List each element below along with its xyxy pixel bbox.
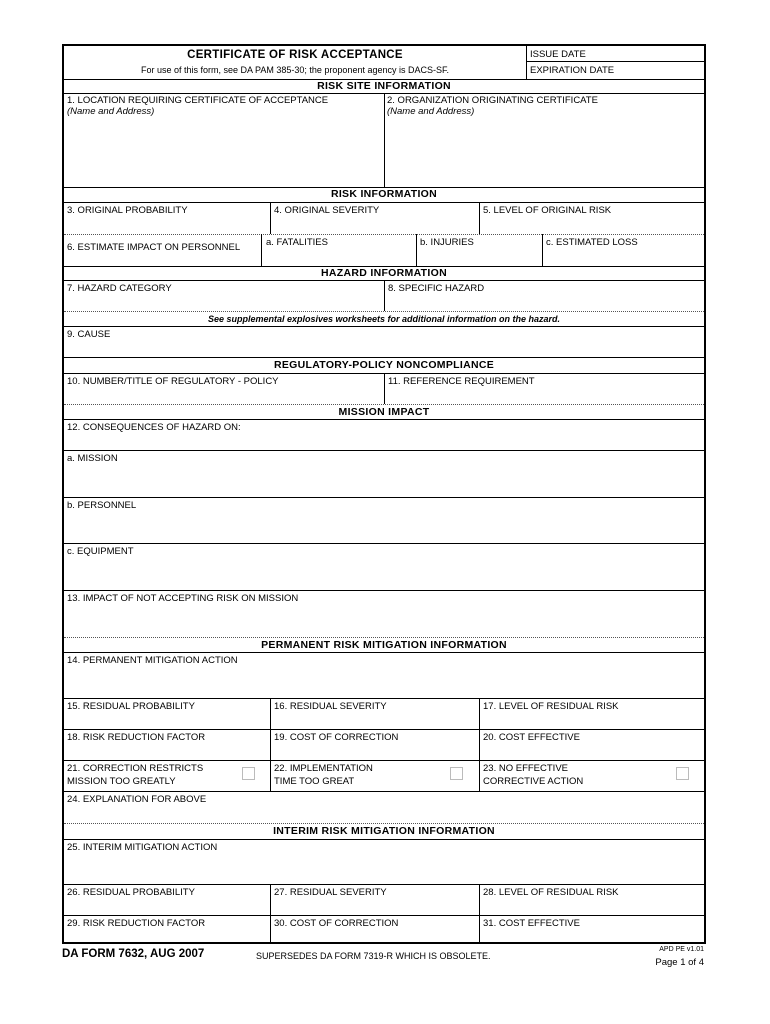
impact-personnel-label: 6. ESTIMATE IMPACT ON PERSONNEL xyxy=(67,242,241,253)
level-residual-risk-field[interactable]: 17. LEVEL OF RESIDUAL RISK xyxy=(483,701,619,712)
permanent-mitigation-heading: PERMANENT RISK MITIGATION INFORMATION xyxy=(261,639,507,651)
page-number: Page 1 of 4 xyxy=(655,957,704,968)
personnel-field[interactable]: b. PERSONNEL xyxy=(67,500,137,511)
organization-field[interactable] xyxy=(384,93,704,187)
form-subtitle: For use of this form, see DA PAM 385-30; the proponent agency is DACS-SF. xyxy=(141,65,449,75)
organization-label: 2. ORGANIZATION ORIGINATING CERTIFICATE xyxy=(387,95,598,106)
hazard-category-field[interactable]: 7. HAZARD CATEGORY xyxy=(67,283,172,294)
form-title: CERTIFICATE OF RISK ACCEPTANCE xyxy=(187,49,403,61)
not-accepting-impact-field[interactable]: 13. IMPACT OF NOT ACCEPTING RISK ON MISSION xyxy=(67,593,299,604)
regulatory-number-field[interactable]: 10. NUMBER/TITLE OF REGULATORY - POLICY xyxy=(67,376,279,387)
hazard-info-heading: HAZARD INFORMATION xyxy=(321,267,447,279)
implementation-checkbox[interactable] xyxy=(450,767,463,780)
mission-impact-heading: MISSION IMPACT xyxy=(338,406,430,418)
implementation-label-2: TIME TOO GREAT xyxy=(274,776,355,787)
interim-cost-correction-field[interactable]: 30. COST OF CORRECTION xyxy=(274,918,399,929)
cost-effective-field[interactable]: 20. COST EFFECTIVE xyxy=(483,732,580,743)
organization-hint: (Name and Address) xyxy=(387,106,475,117)
no-effective-label-1: 23. NO EFFECTIVE xyxy=(483,763,568,774)
implementation-label-1: 22. IMPLEMENTATION xyxy=(274,763,373,774)
residual-severity-field[interactable]: 16. RESIDUAL SEVERITY xyxy=(274,701,387,712)
correction-restricts-label-2: MISSION TOO GREATLY xyxy=(67,776,176,787)
regulatory-heading: REGULATORY-POLICY NONCOMPLIANCE xyxy=(273,359,495,371)
interim-action-field[interactable]: 25. INTERIM MITIGATION ACTION xyxy=(67,842,218,853)
specific-hazard-field[interactable]: 8. SPECIFIC HAZARD xyxy=(388,283,485,294)
interim-residual-severity-field[interactable]: 27. RESIDUAL SEVERITY xyxy=(274,887,387,898)
correction-restricts-label-1: 21. CORRECTION RESTRICTS xyxy=(67,763,204,774)
no-effective-label-2: CORRECTIVE ACTION xyxy=(483,776,584,787)
no-effective-checkbox[interactable] xyxy=(676,767,689,780)
level-original-risk-field[interactable]: 5. LEVEL OF ORIGINAL RISK xyxy=(483,205,612,216)
form-id: DA FORM 7632, AUG 2007 xyxy=(62,948,205,960)
equipment-field[interactable]: c. EQUIPMENT xyxy=(67,546,134,557)
correction-restricts-checkbox[interactable] xyxy=(242,767,255,780)
risk-acceptance-form xyxy=(62,44,706,944)
location-label: 1. LOCATION REQUIRING CERTIFICATE OF ACCEPTANCE xyxy=(67,95,329,106)
risk-site-heading: RISK SITE INFORMATION xyxy=(317,80,451,92)
location-field[interactable] xyxy=(64,93,384,187)
injuries-field[interactable]: b. INJURIES xyxy=(420,237,474,248)
supplemental-note: See supplemental explosives worksheets for additional information on the hazard. xyxy=(207,314,561,324)
original-severity-field[interactable]: 4. ORIGINAL SEVERITY xyxy=(274,205,380,216)
mission-field[interactable]: a. MISSION xyxy=(67,453,118,464)
location-hint: (Name and Address) xyxy=(67,106,155,117)
interim-reduction-factor-field[interactable]: 29. RISK REDUCTION FACTOR xyxy=(67,918,206,929)
explanation-field[interactable]: 24. EXPLANATION FOR ABOVE xyxy=(67,794,207,805)
permanent-action-field[interactable]: 14. PERMANENT MITIGATION ACTION xyxy=(67,655,238,666)
interim-residual-probability-field[interactable]: 26. RESIDUAL PROBABILITY xyxy=(67,887,195,898)
interim-level-residual-field[interactable]: 28. LEVEL OF RESIDUAL RISK xyxy=(483,887,619,898)
consequences-label: 12. CONSEQUENCES OF HAZARD ON: xyxy=(67,422,241,433)
supersedes-note: SUPERSEDES DA FORM 7319-R WHICH IS OBSOLETE. xyxy=(256,951,491,961)
cause-field[interactable]: 9. CAUSE xyxy=(67,329,111,340)
reference-requirement-field[interactable]: 11. REFERENCE REQUIREMENT xyxy=(388,376,535,387)
risk-info-heading: RISK INFORMATION xyxy=(330,188,438,200)
fatalities-field[interactable]: a. FATALITIES xyxy=(266,237,328,248)
expiration-date-field[interactable]: EXPIRATION DATE xyxy=(530,65,615,76)
original-probability-field[interactable]: 3. ORIGINAL PROBABILITY xyxy=(67,205,188,216)
residual-probability-field[interactable]: 15. RESIDUAL PROBABILITY xyxy=(67,701,195,712)
issue-date-field[interactable]: ISSUE DATE xyxy=(530,49,586,60)
risk-reduction-factor-field[interactable]: 18. RISK REDUCTION FACTOR xyxy=(67,732,206,743)
interim-cost-effective-field[interactable]: 31. COST EFFECTIVE xyxy=(483,918,580,929)
version-label: APD PE v1.01 xyxy=(659,946,704,953)
estimated-loss-field[interactable]: c. ESTIMATED LOSS xyxy=(546,237,638,248)
interim-mitigation-heading: INTERIM RISK MITIGATION INFORMATION xyxy=(273,825,495,837)
cost-correction-field[interactable]: 19. COST OF CORRECTION xyxy=(274,732,399,743)
